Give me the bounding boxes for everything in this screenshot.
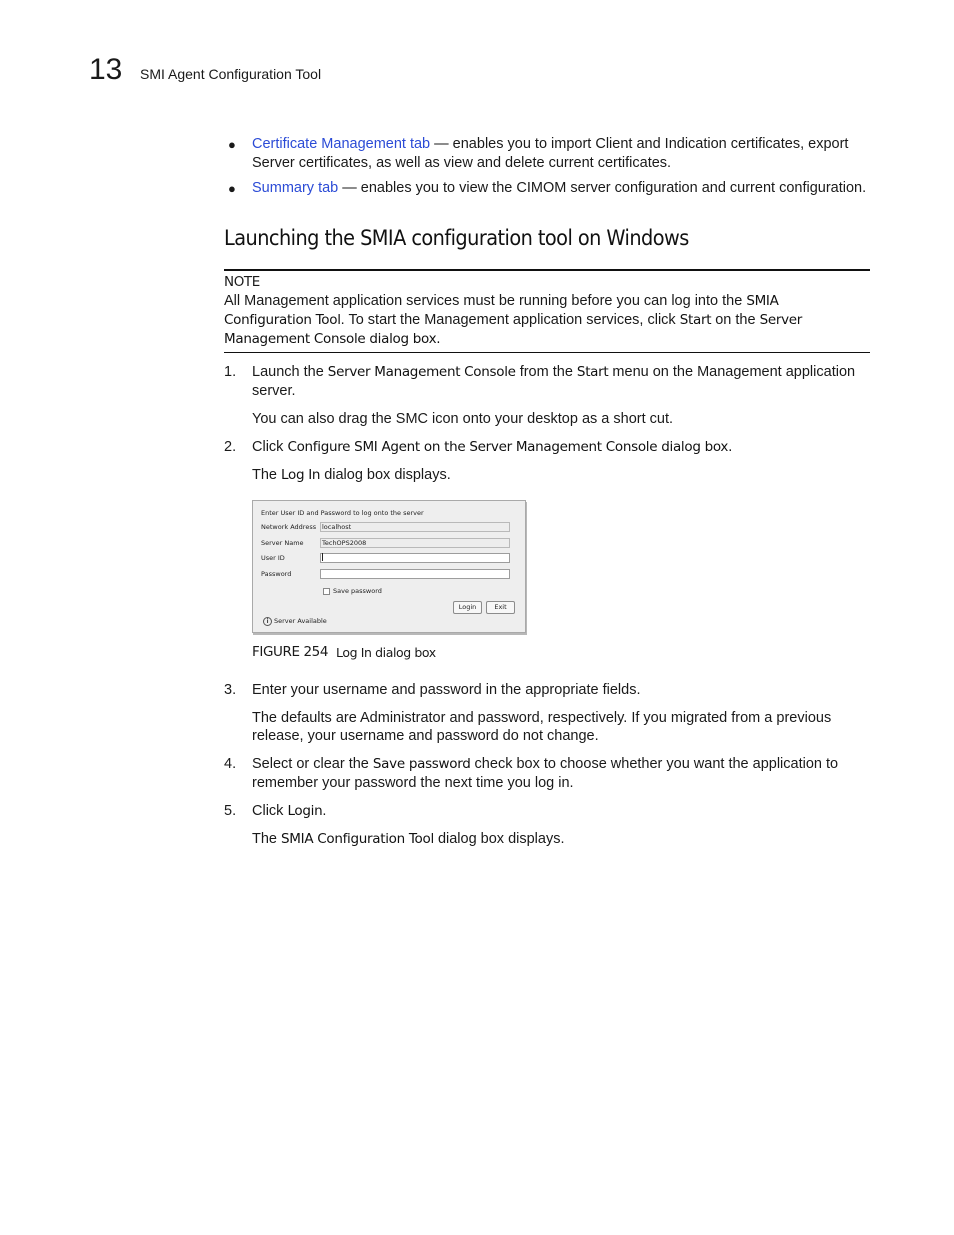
save-password-label: Save password	[333, 587, 382, 595]
figure-label: FIGURE 254	[252, 644, 329, 660]
step-ui-term: Server Management Console	[327, 364, 516, 380]
step-text: The	[252, 831, 282, 847]
step-text: The	[252, 467, 282, 483]
note-ui-term: SMIA	[746, 293, 779, 309]
step-ui-term: Start	[576, 364, 609, 380]
note-text: on the	[711, 312, 760, 328]
save-password-checkbox[interactable]	[323, 588, 330, 595]
step-1-text	[252, 363, 882, 382]
note-ui-term: Server	[759, 312, 803, 328]
step-text: check box to choose whether you want the application to	[470, 756, 839, 772]
password-input[interactable]	[320, 569, 510, 579]
step-number: 2.	[224, 439, 237, 455]
step-text: Click	[252, 439, 288, 455]
bullet-text: — enables you to view the CIMOM server configuration and current configuration.	[338, 180, 867, 196]
step-4-text-continued: remember your password the next time you log in.	[252, 775, 574, 791]
note-text: . To start the Management application services, click	[340, 312, 680, 328]
note-top-rule	[224, 269, 870, 271]
section-heading: Launching the SMIA configuration tool on Windows	[224, 226, 689, 250]
step-text: .	[322, 803, 327, 819]
text-cursor	[322, 553, 323, 561]
note-label: NOTE	[224, 274, 260, 290]
user-id-label: User ID	[261, 554, 285, 562]
login-button[interactable]: Login	[453, 601, 482, 614]
figure-caption: Log In dialog box	[336, 645, 436, 660]
step-ui-term: Login	[287, 803, 323, 819]
user-id-input[interactable]	[320, 553, 510, 563]
step-ui-term: Log In	[281, 467, 321, 483]
certificate-management-tab-link[interactable]: Certificate Management tab	[252, 136, 431, 152]
step-text: dialog box displays.	[433, 831, 565, 847]
network-address-field: localhost	[320, 522, 510, 532]
step-5-text	[252, 802, 882, 821]
server-name-label: Server Name	[261, 539, 304, 547]
login-prompt: Enter User ID and Password to log onto the server	[261, 509, 424, 517]
info-icon: i	[263, 617, 272, 626]
bullet-item	[252, 135, 882, 154]
step-ui-term: Configure SMI Agent on the Server Management Console dialog box.	[287, 439, 733, 455]
step-text: dialog box displays.	[320, 467, 451, 483]
note-line-2	[224, 311, 802, 330]
step-3-subtext: The defaults are Administrator and password, respectively. If you migrated from a previous	[252, 710, 832, 726]
step-1-text-continued: server.	[252, 383, 296, 399]
step-2-text	[252, 438, 882, 457]
step-number: 5.	[224, 803, 237, 819]
step-3-text: Enter your username and password in the appropriate fields.	[252, 682, 641, 698]
step-3-subtext-continued: release, your username and password do not change.	[252, 728, 599, 744]
login-dialog	[252, 500, 526, 633]
note-ui-term: Start	[679, 312, 712, 328]
step-text: from the	[515, 364, 577, 380]
step-text: Select or clear the	[252, 756, 373, 772]
step-ui-term: Save password	[372, 756, 471, 772]
server-status-text: Server Available	[274, 617, 327, 625]
step-5-subtext	[252, 830, 882, 849]
bullet-dot: ●	[228, 137, 236, 152]
note-line-3: Management Console dialog box.	[224, 331, 441, 347]
step-text: menu on the Management application	[608, 364, 856, 380]
step-number: 1.	[224, 364, 237, 380]
step-number: 4.	[224, 756, 237, 772]
note-bottom-rule	[224, 352, 870, 353]
network-address-label: Network Address	[261, 523, 317, 531]
bullet-dot: ●	[228, 181, 236, 196]
step-ui-term: SMIA Configuration Tool	[281, 831, 434, 847]
note-line-1	[224, 292, 779, 311]
note-ui-term: Configuration Tool	[224, 312, 341, 328]
chapter-number: 13	[89, 53, 123, 86]
step-number: 3.	[224, 682, 237, 698]
step-4-text	[252, 755, 882, 774]
note-text: All Management application services must be running before you can log into the	[224, 293, 747, 309]
bullet-text: — enables you to import Client and Indication certificates, export	[430, 136, 849, 152]
bullet-text-continued: Server certificates, as well as view and delete current certificates.	[252, 155, 672, 171]
password-label: Password	[261, 570, 292, 578]
step-1-subtext: You can also drag the SMC icon onto your desktop as a short cut.	[252, 411, 674, 427]
server-name-field: TechOPS2008	[320, 538, 510, 548]
bullet-item	[252, 179, 882, 198]
exit-button[interactable]: Exit	[486, 601, 515, 614]
step-text: Launch the	[252, 364, 328, 380]
step-2-subtext	[252, 466, 882, 485]
chapter-title: SMI Agent Configuration Tool	[140, 66, 322, 82]
summary-tab-link[interactable]: Summary tab	[252, 180, 339, 196]
step-text: Click	[252, 803, 288, 819]
